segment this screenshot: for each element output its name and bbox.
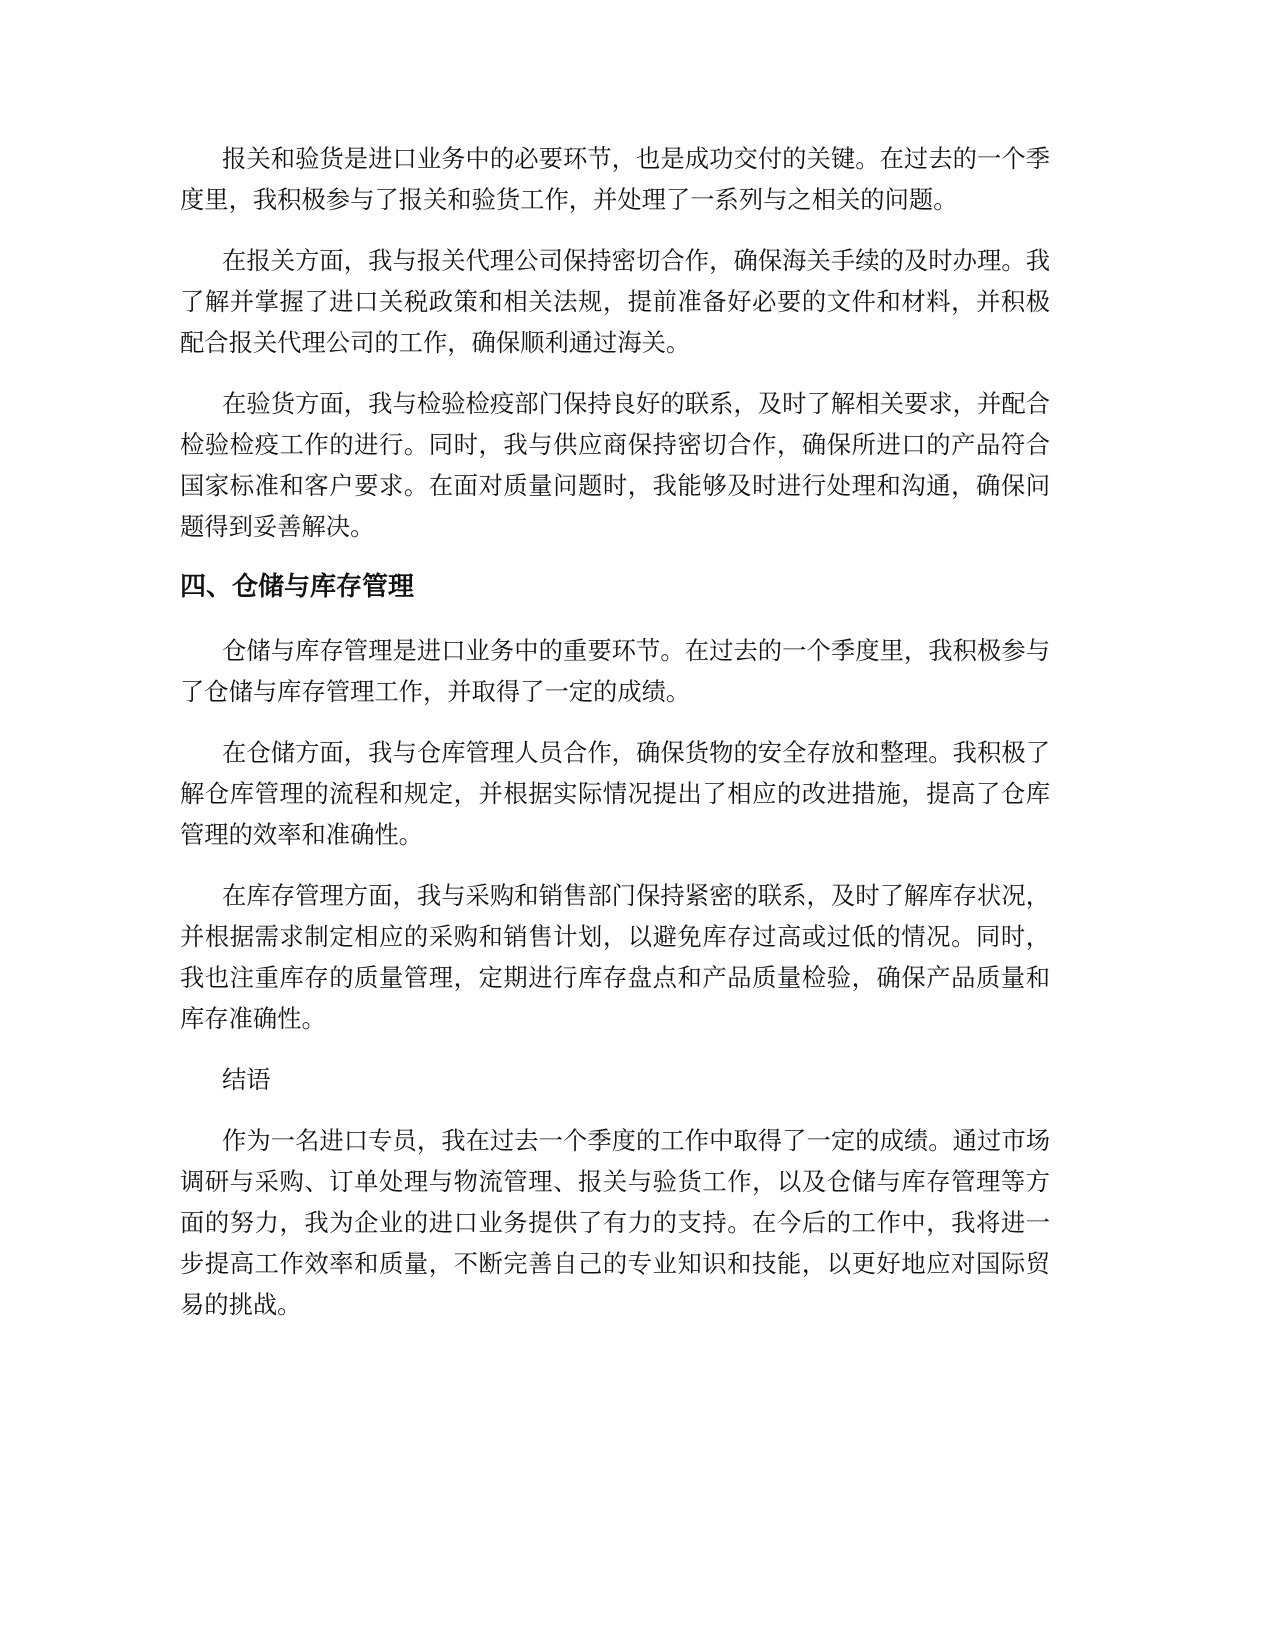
paragraph-inspection: 在验货方面，我与检验检疫部门保持良好的联系，及时了解相关要求，并配合检验检疫工作的进行。同时，我与供应商保持密切合作，确保所进口的产品符合国家标准和客户要求。在面对质量问题时，我能够及时进行处理和沟通，确保问题得到妥善解决。 xyxy=(180,389,1050,541)
paragraph-warehouse-intro: 仓储与库存管理是进口业务中的重要环节。在过去的一个季度里，我积极参与了仓储与库存管理工作，并取得了一定的成绩。 xyxy=(180,636,1050,706)
paragraph-customs-declaration: 在报关方面，我与报关代理公司保持密切合作，确保海关手续的及时办理。我了解并掌握了进口关税政策和相关法规，提前准备好必要的文件和材料，并积极配合报关代理公司的工作，确保顺利通过海关。 xyxy=(180,246,1050,357)
document-page xyxy=(180,138,1050,1345)
section-heading: 四、仓储与库存管理 xyxy=(180,572,415,602)
paragraph-conclusion: 作为一名进口专员，我在过去一个季度的工作中取得了一定的成绩。通过市场调研与采购、订单处理与物流管理、报关与验货工作，以及仓储与库存管理等方面的努力，我为企业的进口业务提供了有力的支持。在今后的工作中，我将进一步提高工作效率和质量，不断完善自己的专业知识和技能，以更好地应对国际贸易的挑战。 xyxy=(180,1126,1050,1319)
paragraph-customs-intro: 报关和验货是进口业务中的必要环节，也是成功交付的关键。在过去的一个季度里，我积极参与了报关和验货工作，并处理了一系列与之相关的问题。 xyxy=(180,144,1050,214)
paragraph-inventory: 在库存管理方面，我与采购和销售部门保持紧密的联系，及时了解库存状况，并根据需求制定相应的采购和销售计划，以避免库存过高或过低的情况。同时，我也注重库存的质量管理，定期进行库存盘点和产品质量检验，确保产品质量和库存准确性。 xyxy=(180,881,1050,1033)
paragraph-warehousing: 在仓储方面，我与仓库管理人员合作，确保货物的安全存放和整理。我积极了解仓库管理的流程和规定，并根据实际情况提出了相应的改进措施，提高了仓库管理的效率和准确性。 xyxy=(180,738,1050,849)
closing-label: 结语 xyxy=(222,1065,271,1094)
